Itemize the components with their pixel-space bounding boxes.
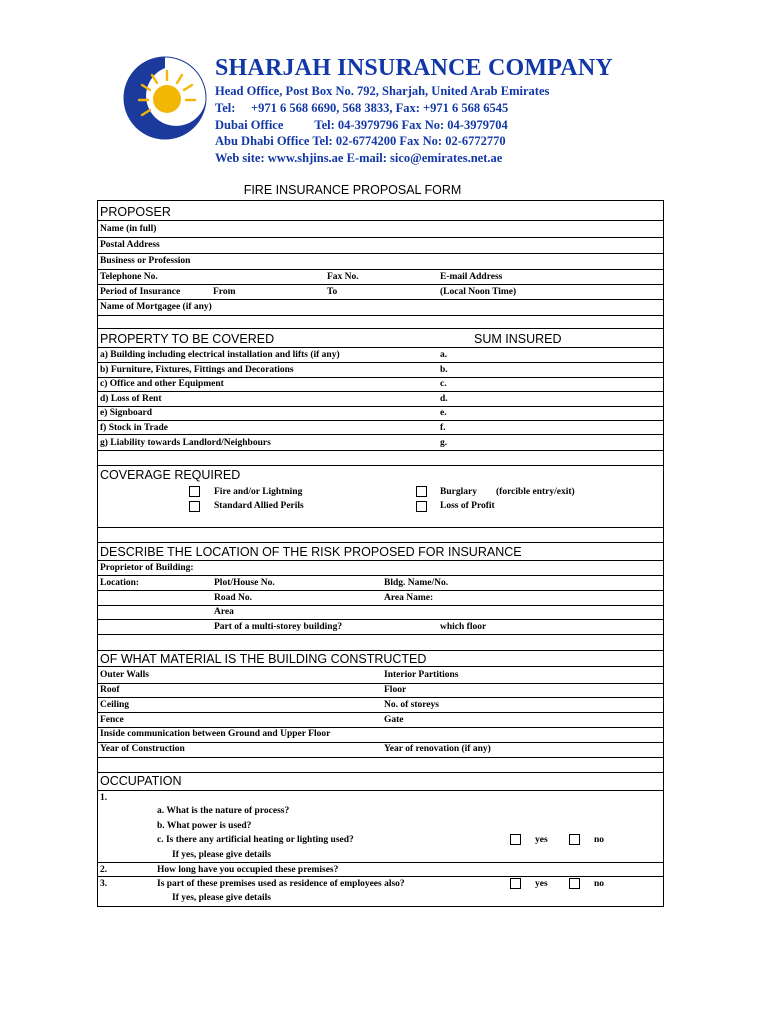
fax-label: Fax No. — [327, 272, 359, 282]
interior-partitions-label: Interior Partitions — [384, 670, 459, 680]
plot-label: Plot/House No. — [214, 578, 275, 588]
heating-no-checkbox[interactable] — [569, 834, 580, 845]
road-label: Road No. — [214, 593, 253, 603]
location-heading: DESCRIBE THE LOCATION OF THE RISK PROPOSED FOR INSURANCE — [100, 545, 522, 559]
property-item: a) Building including electrical installation and lifts (if any) — [100, 350, 340, 360]
property-item: b) Furniture, Fixtures, Fittings and Decorations — [100, 365, 294, 375]
sum-code: a. — [440, 350, 448, 360]
no-label: no — [594, 879, 605, 889]
business-label: Business or Profession — [100, 256, 191, 266]
burglary-label: Burglary — [440, 487, 477, 497]
allied-perils-checkbox[interactable] — [189, 501, 200, 512]
question-2-number: 2. — [100, 865, 108, 875]
company-name: SHARJAH INSURANCE COMPANY — [215, 55, 613, 81]
loss-of-profit-label: Loss of Profit — [440, 501, 495, 511]
sum-code: d. — [440, 394, 448, 404]
abu-dhabi-office-line: Abu Dhabi Office Tel: 02-6774200 Fax No: 02-6772770 — [215, 134, 506, 149]
website-email-line: Web site: www.shjins.ae E-mail: sico@emirates.net.ae — [215, 151, 503, 166]
heating-yes-checkbox[interactable] — [510, 834, 521, 845]
details-label: If yes, please give details — [172, 850, 271, 860]
dubai-office-line: Dubai Office Tel: 04-3979796 Fax No: 04-3979704 — [215, 117, 508, 132]
residence-no-checkbox[interactable] — [569, 878, 580, 889]
area-label: Area — [214, 607, 234, 617]
allied-perils-label: Standard Allied Perils — [214, 501, 304, 511]
no-label: no — [594, 835, 605, 845]
inside-communication-label: Inside communication between Ground and Upper Floor — [100, 729, 331, 739]
question-1a: a. What is the nature of process? — [157, 806, 290, 816]
question-3: Is part of these premises used as residence of employees also? — [157, 879, 405, 889]
company-logo — [122, 55, 208, 141]
tel-fax-line: Tel: +971 6 568 6690, 568 3833, Fax: +971 6 568 6545 — [215, 100, 509, 115]
yes-label: yes — [535, 835, 548, 845]
property-item: c) Office and other Equipment — [100, 379, 224, 389]
to-label: To — [327, 287, 338, 297]
property-item: d) Loss of Rent — [100, 394, 162, 404]
property-item: e) Signboard — [100, 408, 152, 418]
sum-code: f. — [440, 423, 446, 433]
question-1-number: 1. — [100, 793, 108, 803]
sum-code: e. — [440, 408, 447, 418]
burglary-checkbox[interactable] — [416, 486, 427, 497]
question-1b: b. What power is used? — [157, 821, 252, 831]
property-item: f) Stock in Trade — [100, 423, 168, 433]
from-label: From — [213, 287, 236, 297]
company-header — [215, 53, 613, 167]
multistorey-label: Part of a multi-storey building? — [214, 622, 343, 632]
mortgagee-label: Name of Mortgagee (if any) — [100, 302, 212, 312]
details-label: If yes, please give details — [172, 893, 271, 903]
sum-insured-heading: SUM INSURED — [474, 332, 562, 346]
sum-code: g. — [440, 438, 448, 448]
name-label: Name (in full) — [100, 224, 157, 234]
period-label: Period of Insurance — [100, 287, 181, 297]
location-label: Location: — [100, 578, 140, 588]
year-renovation-label: Year of renovation (if any) — [384, 744, 491, 754]
sum-code: b. — [440, 365, 448, 375]
property-heading: PROPERTY TO BE COVERED — [100, 332, 275, 346]
loss-of-profit-checkbox[interactable] — [416, 501, 427, 512]
fence-label: Fence — [100, 715, 124, 725]
material-heading: OF WHAT MATERIAL IS THE BUILDING CONSTRUCTED — [100, 652, 427, 666]
fire-lightning-checkbox[interactable] — [189, 486, 200, 497]
proprietor-label: Proprietor of Building: — [100, 563, 194, 573]
proposer-heading: PROPOSER — [100, 205, 171, 219]
email-label: E-mail Address — [440, 272, 503, 282]
question-1c: c. Is there any artificial heating or lighting used? — [157, 835, 354, 845]
outer-walls-label: Outer Walls — [100, 670, 150, 680]
postal-address-label: Postal Address — [100, 240, 160, 250]
question-2: How long have you occupied these premises? — [157, 865, 339, 875]
head-office-line: Head Office, Post Box No. 792, Sharjah, United Arab Emirates — [215, 84, 550, 98]
year-construction-label: Year of Construction — [100, 744, 185, 754]
ceiling-label: Ceiling — [100, 700, 130, 710]
proposal-form — [97, 200, 664, 907]
gate-label: Gate — [384, 715, 404, 725]
property-item: g) Liability towards Landlord/Neighbours — [100, 438, 271, 448]
sum-code: c. — [440, 379, 447, 389]
yes-label: yes — [535, 879, 548, 889]
which-floor-label: which floor — [440, 622, 487, 632]
coverage-heading: COVERAGE REQUIRED — [100, 468, 241, 482]
floor-label: Floor — [384, 685, 407, 695]
question-3-number: 3. — [100, 879, 108, 889]
telephone-label: Telephone No. — [100, 272, 158, 282]
forcible-entry-label: (forcible entry/exit) — [496, 487, 575, 497]
fire-lightning-label: Fire and/or Lightning — [214, 487, 303, 497]
form-title: FIRE INSURANCE PROPOSAL FORM — [243, 183, 462, 197]
bldg-name-label: Bldg. Name/No. — [384, 578, 449, 588]
occupation-heading: OCCUPATION — [100, 774, 182, 788]
noon-time-label: (Local Noon Time) — [440, 287, 517, 297]
storeys-label: No. of storeys — [384, 700, 439, 710]
roof-label: Roof — [100, 685, 120, 695]
residence-yes-checkbox[interactable] — [510, 878, 521, 889]
area-name-label: Area Name: — [384, 593, 434, 603]
